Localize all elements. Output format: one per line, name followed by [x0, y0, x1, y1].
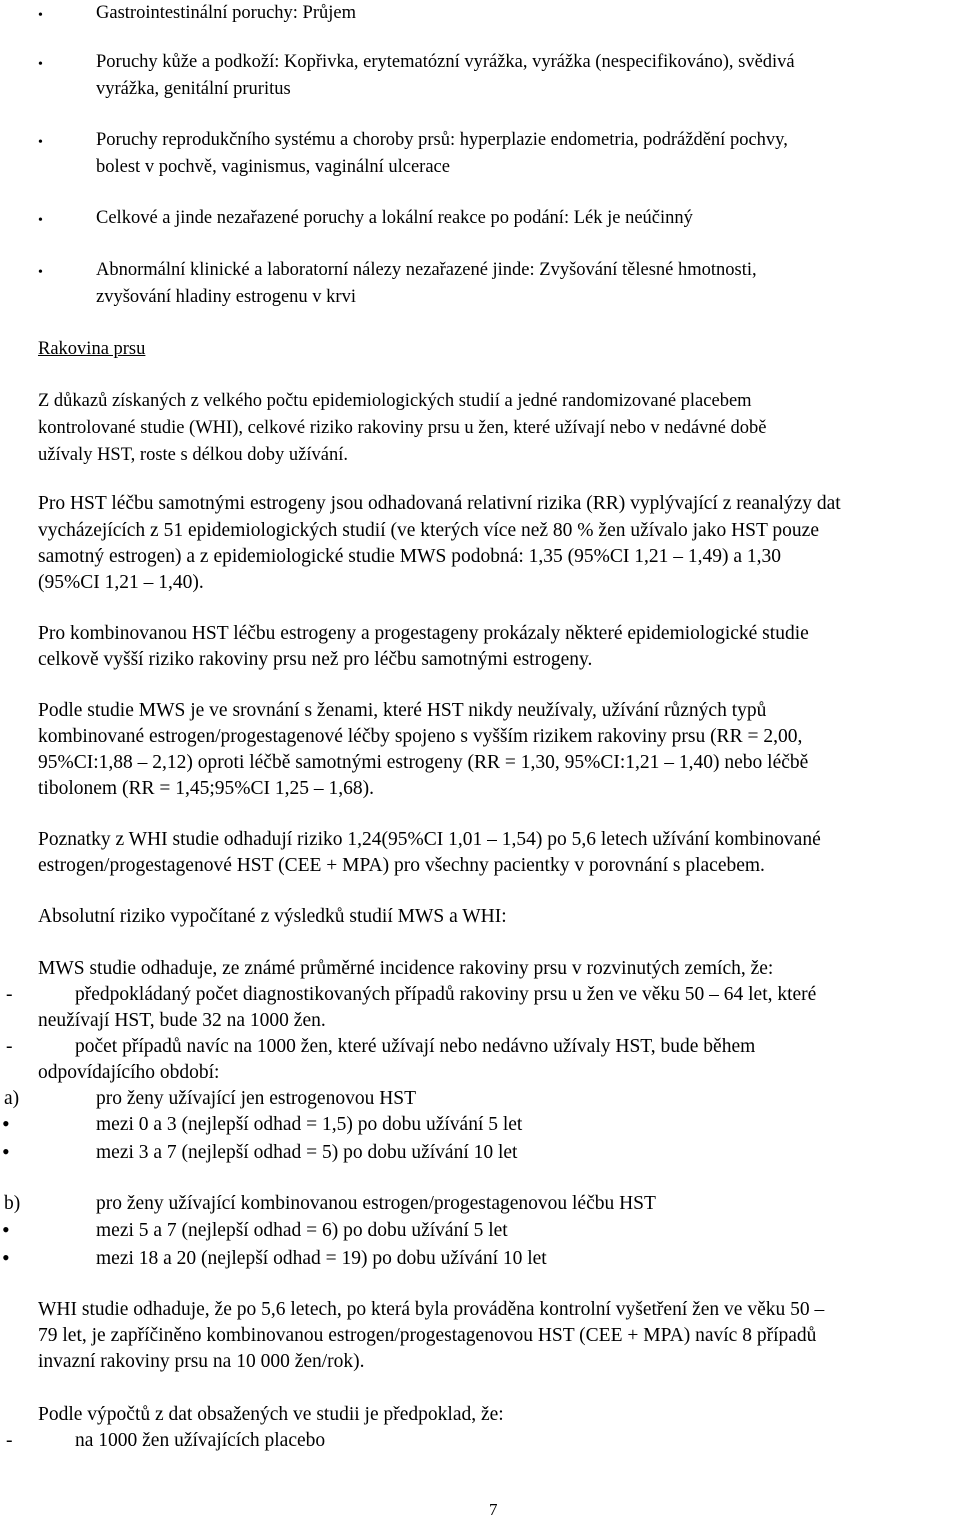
list-item: mezi 0 a 3 (nejlepší odhad = 1,5) po dobu užívání 5 let	[96, 1114, 523, 1135]
bullet-marker: •	[38, 57, 43, 72]
paragraph-line: 79 let, je zapříčiněno kombinovanou estrogen/progestagenovou HST (CEE + MPA) navíc 8 případů	[38, 1325, 817, 1346]
bullet-marker: •	[38, 265, 43, 280]
paragraph-line: invazní rakoviny prsu na 10 000 žen/rok).	[38, 1351, 365, 1372]
dash-item: neužívají HST, bude 32 na 1000 žen.	[38, 1010, 326, 1031]
list-item: pro ženy užívající kombinovanou estrogen/progestagenovou léčbu HST	[96, 1193, 656, 1214]
dash-item: na 1000 žen užívajících placebo	[75, 1430, 326, 1451]
paragraph-line: užívaly HST, roste s délkou doby užívání.	[38, 445, 348, 465]
paragraph-line: MWS studie odhaduje, ze známé průměrné incidence rakoviny prsu v rozvinutých zemích, že:	[38, 958, 774, 979]
bullet-item: Poruchy kůže a podkoží: Kopřivka, erytematózní vyrážka, vyrážka (nespecifikováno), svědivá	[96, 52, 795, 72]
list-marker-b: b)	[4, 1193, 21, 1214]
bullet-item: bolest v pochvě, vaginismus, vaginální ulcerace	[96, 157, 450, 177]
list-item: mezi 18 a 20 (nejlepší odhad = 19) po dobu užívání 10 let	[96, 1248, 547, 1269]
paragraph-line: WHI studie odhaduje, že po 5,6 letech, po která byla prováděna kontrolní vyšetření žen ve věku 50 –	[38, 1299, 825, 1320]
dash-marker: -	[6, 1430, 13, 1451]
bullet-item: Poruchy reprodukčního systému a choroby prsů: hyperplazie endometria, podráždění pochvy,	[96, 130, 788, 150]
section-heading: Rakovina prsu	[38, 339, 146, 359]
paragraph-line: kontrolované studie (WHI), celkové riziko rakoviny prsu u žen, které užívají nebo v nedávné době	[38, 418, 767, 438]
dash-marker: -	[6, 984, 13, 1005]
bullet-item: Celkové a jinde nezařazené poruchy a lokální reakce po podání: Lék je neúčinný	[96, 208, 693, 228]
bullet-marker: •	[2, 1111, 10, 1136]
list-marker-a: a)	[4, 1088, 20, 1109]
paragraph-line: Pro kombinovanou HST léčbu estrogeny a progestageny prokázaly některé epidemiologické studie	[38, 623, 809, 644]
bullet-marker: •	[2, 1139, 10, 1164]
list-item: mezi 5 a 7 (nejlepší odhad = 6) po dobu užívání 5 let	[96, 1220, 508, 1241]
dash-marker: -	[6, 1036, 13, 1057]
bullet-marker: •	[2, 1217, 10, 1242]
bullet-item: vyrážka, genitální pruritus	[96, 79, 291, 99]
paragraph-line: Poznatky z WHI studie odhadují riziko 1,24(95%CI 1,01 – 1,54) po 5,6 letech užívání kombinované	[38, 829, 821, 850]
paragraph-line: Podle studie MWS je ve srovnání s ženami, které HST nikdy neužívaly, užívání různých typů	[38, 700, 767, 721]
paragraph-line: Z důkazů získaných z velkého počtu epidemiologických studií a jedné randomizované placebem	[38, 391, 752, 411]
dash-item: odpovídajícího období:	[38, 1062, 220, 1083]
list-item: mezi 3 a 7 (nejlepší odhad = 5) po dobu užívání 10 let	[96, 1142, 518, 1163]
bullet-item: Abnormální klinické a laboratorní nálezy nezařazené jinde: Zvyšování tělesné hmotnosti,	[96, 260, 757, 280]
list-item: pro ženy užívající jen estrogenovou HST	[96, 1088, 417, 1109]
paragraph-line: (95%CI 1,21 – 1,40).	[38, 572, 204, 593]
paragraph-line: Absolutní riziko vypočítané z výsledků studií MWS a WHI:	[38, 906, 507, 927]
page-number: 7	[489, 1500, 498, 1519]
paragraph-line: Podle výpočtů z dat obsažených ve studii je předpoklad, že:	[38, 1404, 504, 1425]
paragraph-line: celkově vyšší riziko rakoviny prsu než pro léčbu samotnými estrogeny.	[38, 649, 593, 670]
paragraph-line: vycházejících z 51 epidemiologických studií (ve kterých více než 80 % žen užívalo jako HST pouze	[38, 520, 819, 541]
paragraph-line: estrogen/progestagenové HST (CEE + MPA) pro všechny pacientky v porovnání s placebem.	[38, 855, 765, 876]
paragraph-line: samotný estrogen) a z epidemiologické studie MWS podobná: 1,35 (95%CI 1,21 – 1,49) a 1,30	[38, 546, 782, 567]
dash-item: počet případů navíc na 1000 žen, které užívají nebo nedávno užívaly HST, bude během	[75, 1036, 756, 1057]
paragraph-line: tibolonem (RR = 1,45;95%CI 1,25 – 1,68).	[38, 778, 374, 799]
bullet-item: Gastrointestinální poruchy: Průjem	[96, 3, 356, 23]
paragraph-line: Pro HST léčbu samotnými estrogeny jsou odhadovaná relativní rizika (RR) vyplývající z reanalýzy dat	[38, 493, 841, 514]
bullet-marker: •	[38, 213, 43, 228]
bullet-marker: •	[2, 1245, 10, 1270]
dash-item: předpokládaný počet diagnostikovaných případů rakoviny prsu u žen ve věku 50 – 64 let, které	[75, 984, 817, 1005]
paragraph-line: 95%CI:1,88 – 2,12) oproti léčbě samotnými estrogeny (RR = 1,30, 95%CI:1,21 – 1,40) nebo léčbě	[38, 752, 809, 773]
bullet-marker: •	[38, 135, 43, 150]
bullet-item: zvyšování hladiny estrogenu v krvi	[96, 287, 356, 307]
bullet-marker: •	[38, 8, 43, 23]
paragraph-line: kombinované estrogen/progestagenové léčby spojeno s vyšším rizikem rakoviny prsu (RR = 2,00,	[38, 726, 803, 747]
